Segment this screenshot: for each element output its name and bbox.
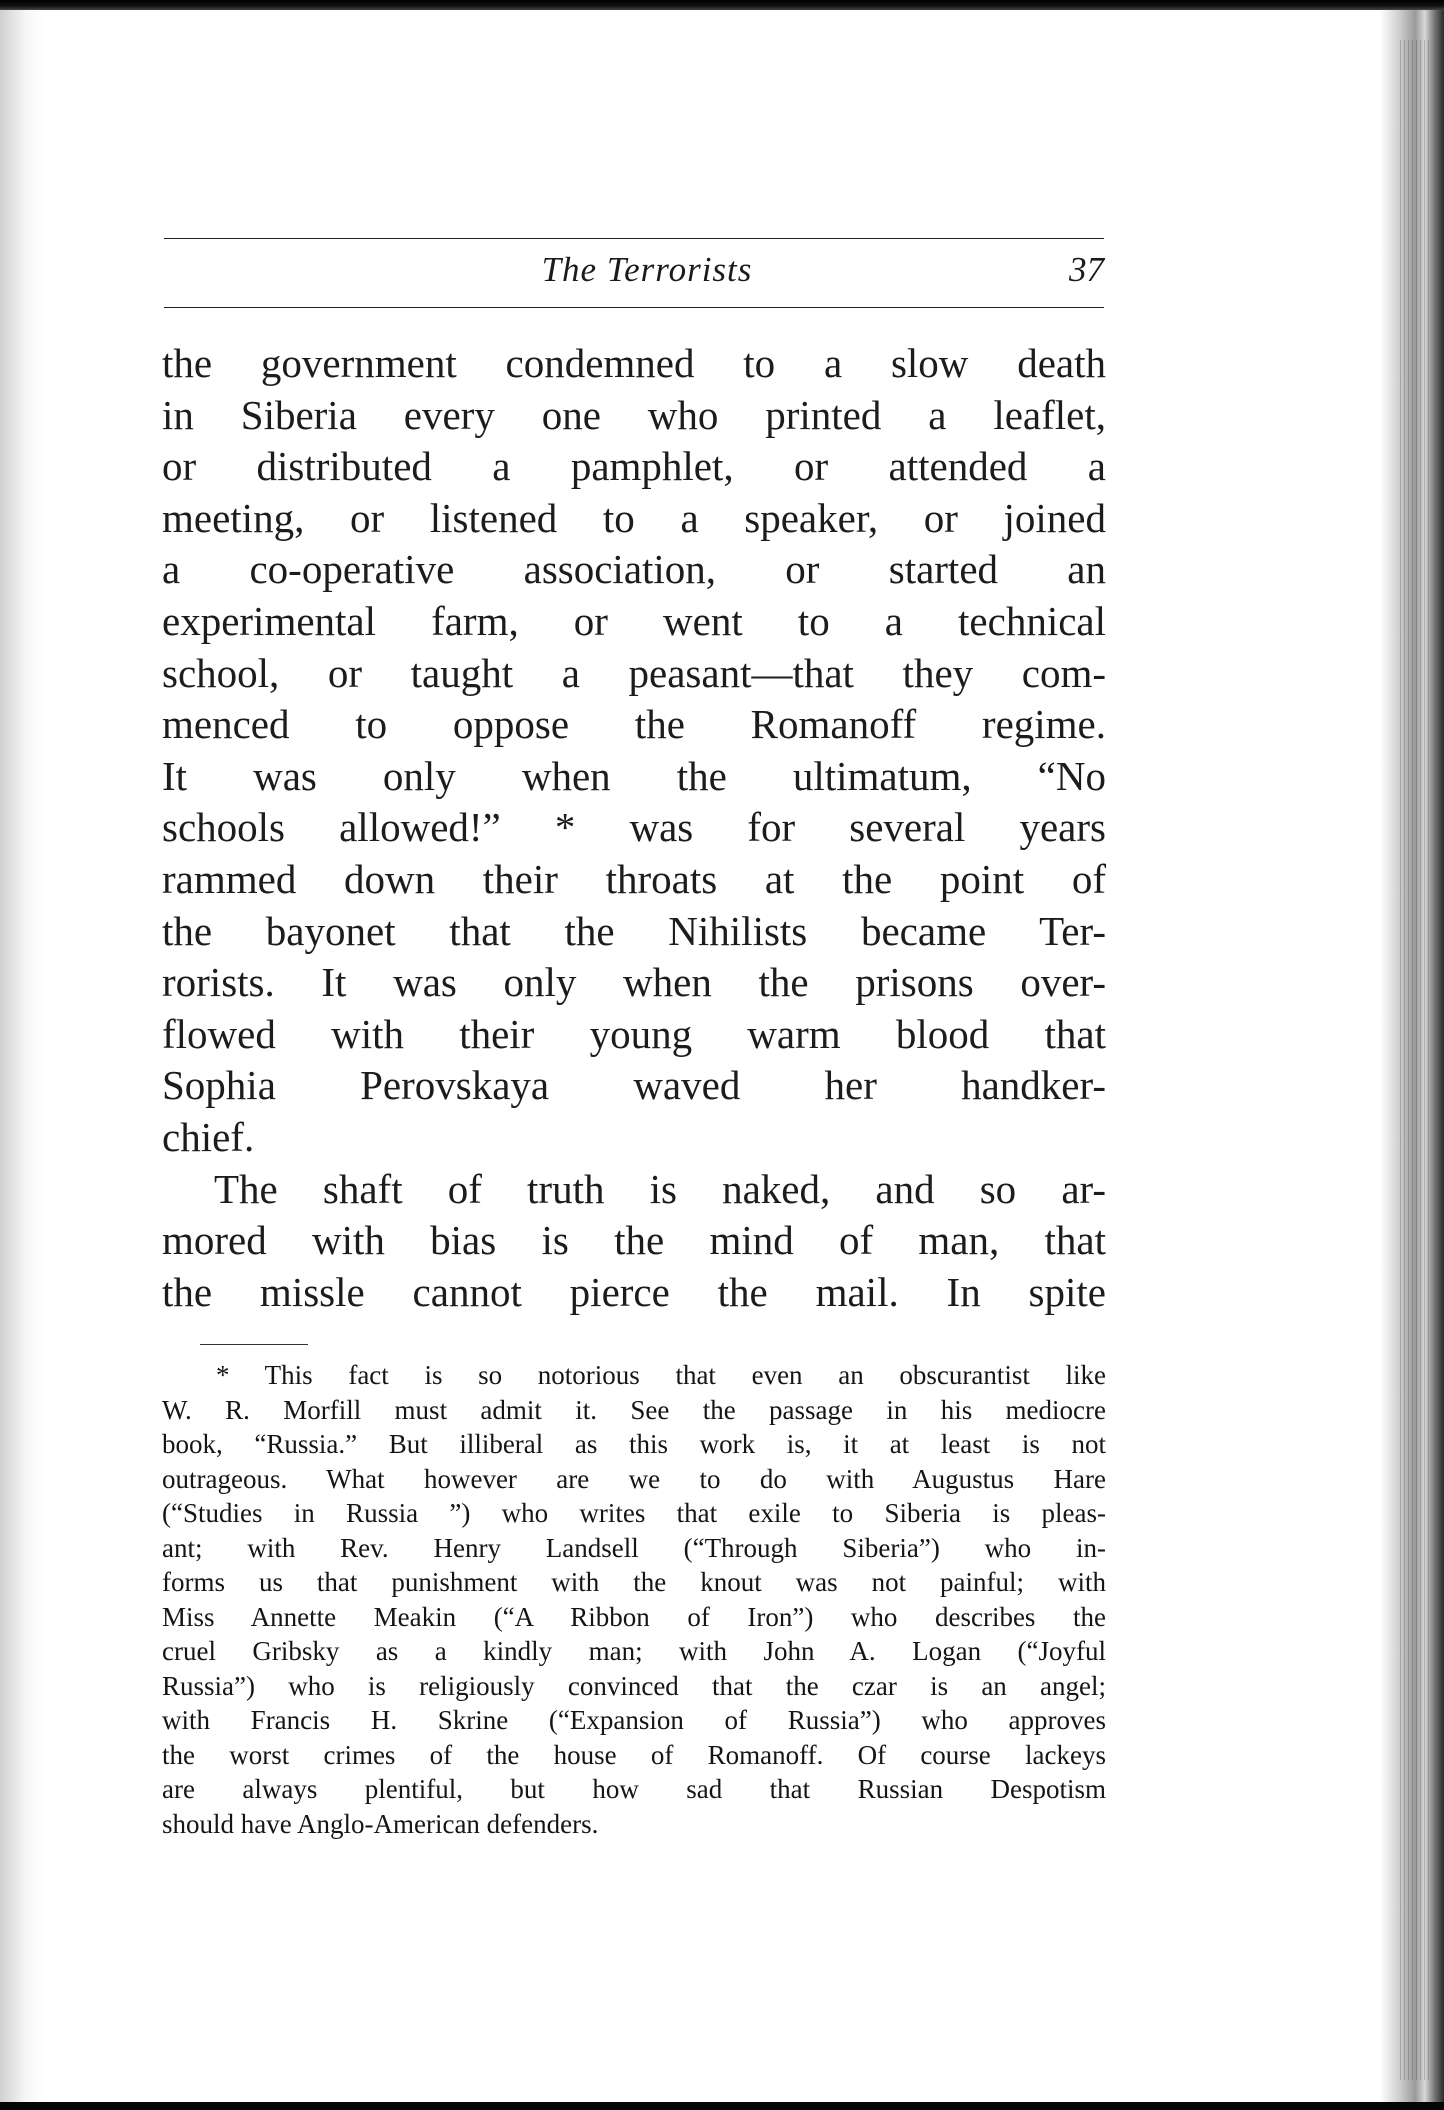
footnote-line: Russia”) who is religiously convinced that the czar is an angel; (162, 1670, 1106, 1701)
page-number: 37 (1069, 250, 1104, 289)
footnote-line: book, “Russia.” But illiberal as this work is, it at least is not (162, 1429, 1106, 1459)
footnote-rule (200, 1344, 308, 1345)
body-line: experimental farm, or went to a technical (162, 597, 1106, 644)
body-line: flowed with their young warm blood that (162, 1010, 1106, 1057)
body-line: the bayonet that the Nihilists became Ter- (162, 907, 1106, 954)
body-line: in Siberia every one who printed a leaflet, (162, 391, 1106, 438)
body-line: chief. (162, 1113, 255, 1160)
footnote-line: are always plentiful, but how sad that Russian Despotism (162, 1774, 1106, 1804)
body-text (162, 338, 1106, 1318)
footnote-line: with Francis H. Skrine (“Expansion of Russia”) who approves (162, 1705, 1106, 1735)
body-line: the government condemned to a slow death (162, 340, 1106, 386)
scan-bottom-edge (0, 2102, 1444, 2110)
body-line: a co-operative association, or started an (162, 546, 1106, 593)
page-gutter-shadow (0, 10, 44, 2102)
footnote-line: (“Studies in Russia ”) who writes that exile to Siberia is pleas- (162, 1498, 1106, 1528)
footnote-line: outrageous. What however are we to do with Augustus Hare (162, 1463, 1106, 1494)
running-head (164, 244, 1104, 300)
body-line: menced to oppose the Romanoff regime. (162, 701, 1106, 748)
body-line: schools allowed!” * was for several years (162, 804, 1106, 851)
footnote-line: forms us that punishment with the knout was not painful; with (162, 1567, 1106, 1597)
body-line: rorists. It was only when the prisons over- (162, 959, 1106, 1006)
running-title: The Terrorists (541, 250, 753, 289)
body-line: meeting, or listened to a speaker, or joined (162, 494, 1106, 541)
header-bottom-rule (164, 307, 1104, 308)
footnote-line: cruel Gribsky as a kindly man; with John A. Logan (“Joyful (162, 1636, 1106, 1666)
footnote-line: Miss Annette Meakin (“A Ribbon of Iron”) who describes the (162, 1601, 1106, 1632)
page-stack-lines (1400, 40, 1430, 2080)
body-line: rammed down their throats at the point of (162, 855, 1106, 902)
body-line: It was only when the ultimatum, “No (162, 752, 1106, 799)
body-line: The shaft of truth is naked, and so ar- (214, 1165, 1106, 1212)
body-line: the missle cannot pierce the mail. In spite (162, 1268, 1106, 1315)
body-line: Sophia Perovskaya waved her handker- (162, 1062, 1106, 1109)
footnote-line: * This fact is so notorious that even an obscurantist like (216, 1360, 1106, 1390)
footnote (162, 1358, 1106, 1841)
footnote-line: ant; with Rev. Henry Landsell (“Through Siberia”) who in- (162, 1532, 1106, 1563)
footnote-line: the worst crimes of the house of Romanoff. Of course lackeys (162, 1739, 1106, 1770)
scan-top-edge (0, 0, 1444, 10)
body-line: or distributed a pamphlet, or attended a (162, 443, 1106, 490)
header-top-rule (164, 238, 1104, 239)
footnote-line: W. R. Morfill must admit it. See the passage in his mediocre (162, 1394, 1106, 1425)
body-line: mored with bias is the mind of man, that (162, 1217, 1106, 1264)
body-line: school, or taught a peasant—that they com- (162, 649, 1106, 696)
footnote-line: should have Anglo-American defenders. (162, 1808, 599, 1839)
